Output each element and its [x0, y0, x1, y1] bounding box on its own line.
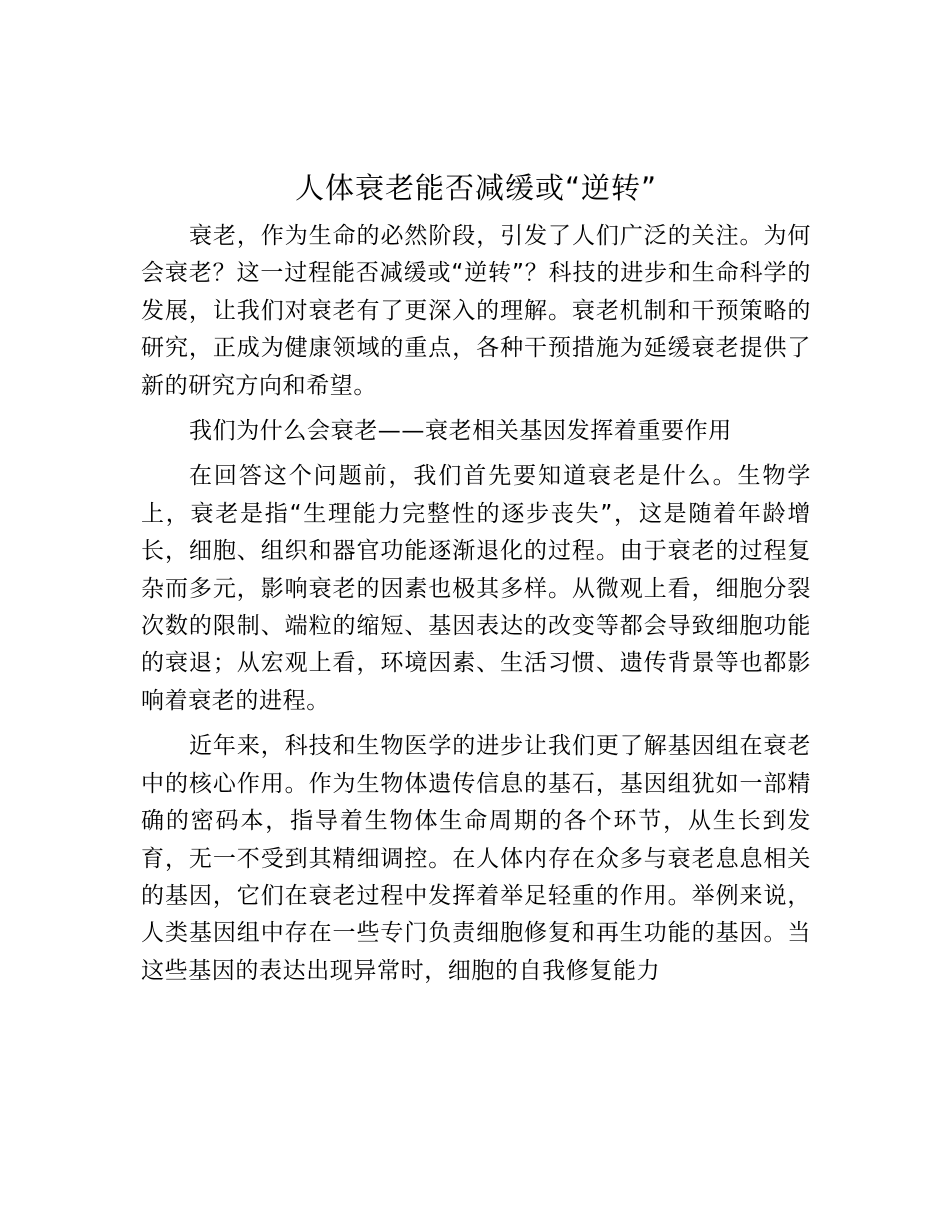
document-page [141, 166, 811, 998]
paragraph-intro: 衰老，作为生命的必然阶段，引发了人们广泛的关注。为何会衰老？这一过程能否减缓或“逆转”？科技的进步和生命科学的发展，让我们对衰老有了更深入的理解。衰老机制和干预策略的研究，正成为健康领域的重点，各种干预措施为延缓衰老提供了新的研究方向和希望。 [141, 223, 811, 399]
paragraph-what-is-aging: 在回答这个问题前，我们首先要知道衰老是什么。生物学上，衰老是指“生理能力完整性的逐步丧失”，这是随着年龄增长，细胞、组织和器官功能逐渐退化的过程。由于衰老的过程复杂而多元，影响衰老的因素也极其多样。从微观上看，细胞分裂次数的限制、端粒的缩短、基因表达的改变等都会导致细胞功能的衰退；从宏观上看，环境因素、生活习惯、遗传背景等也都影响着衰老的进程。 [141, 463, 811, 714]
document-title: 人体衰老能否减缓或“逆转” [294, 171, 658, 205]
paragraph-genome-role: 近年来，科技和生物医学的进步让我们更了解基因组在衰老中的核心作用。作为生物体遗传信息的基石，基因组犹如一部精确的密码本，指导着生物体生命周期的各个环节，从生长到发育，无一不受到其精细调控。在人体内存在众多与衰老息息相关的基因，它们在衰老过程中发挥着举足轻重的作用。举例来说，人类基因组中存在一些专门负责细胞修复和再生功能的基因。当这些基因的表达出现异常时，细胞的自我修复能力 [141, 733, 811, 984]
section-heading: 我们为什么会衰老——衰老相关基因发挥着重要作用 [189, 418, 732, 445]
